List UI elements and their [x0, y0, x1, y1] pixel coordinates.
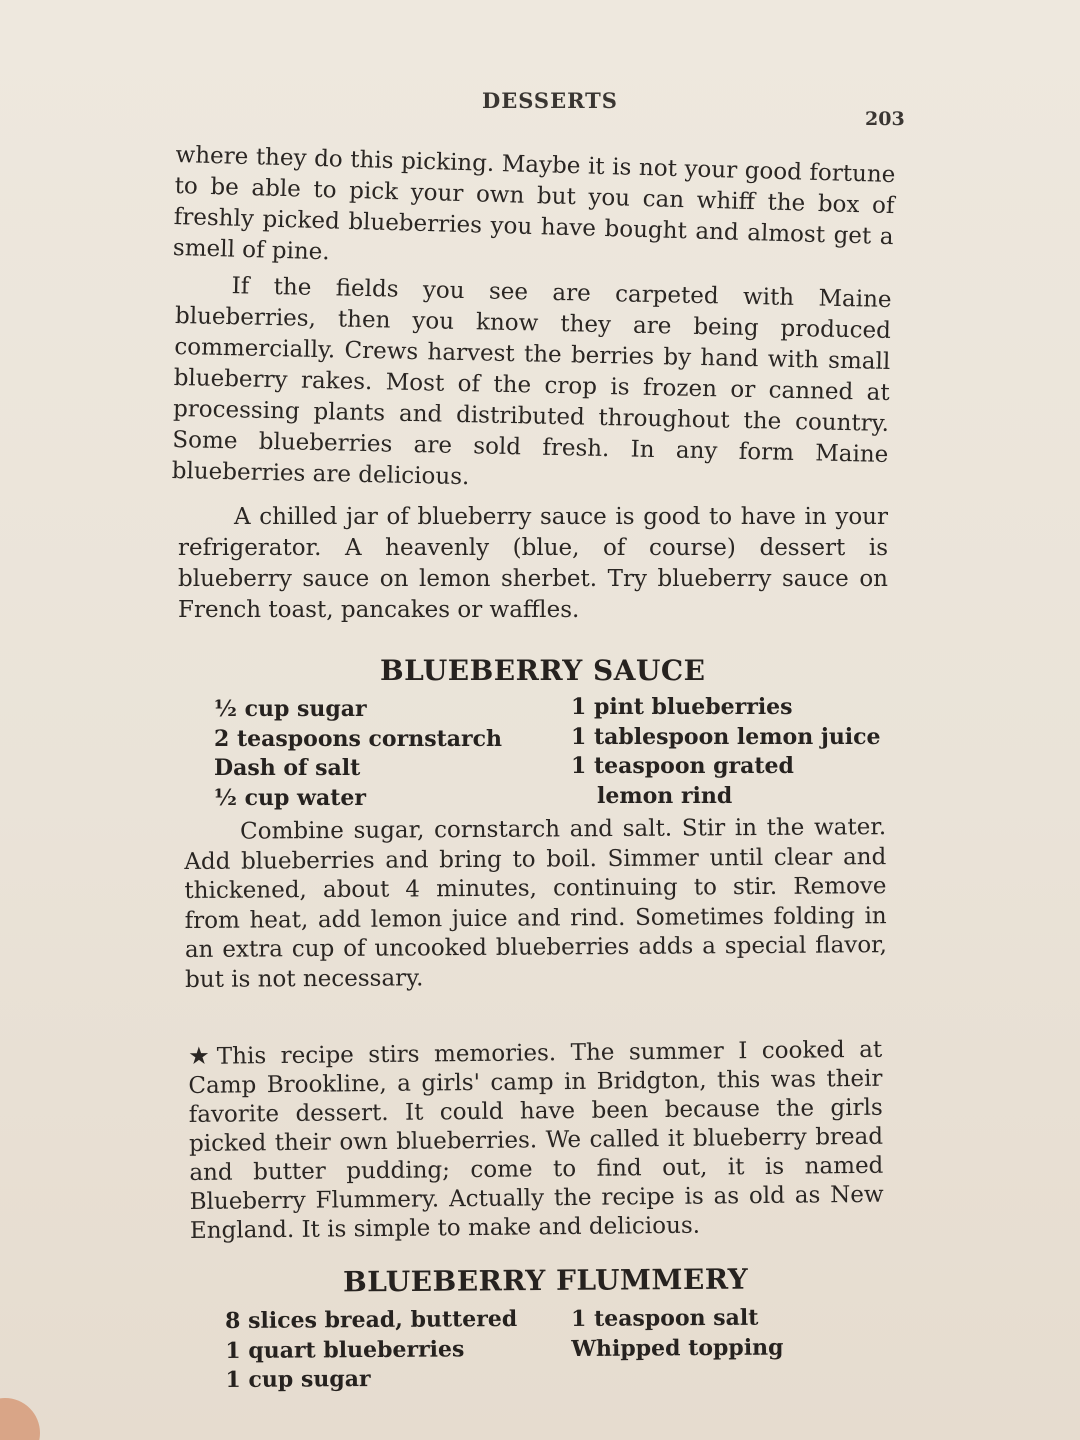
- star-icon: ★: [188, 1041, 217, 1070]
- paragraph-sauce-intro-text: A chilled jar of blueberry sauce is good to have in your refrigerator. A heavenly (blue, of course) dessert is blueberry sauce on lemon sherbet. Try blueberry sauce on French toast, pancakes or waffles.: [178, 504, 888, 623]
- ingredient-item: ½ cup sugar: [214, 696, 367, 722]
- directions-text: Combine sugar, cornstarch and salt. Stir in the water. Add blueberries and bring to boil. Simmer until clear and thickened, about 4 minutes, continuing to stir. Remove from heat, add lemon juice and rind. Sometimes folding in an extra cup of uncooked blueberries adds a special flavor, but is not necessary.: [184, 814, 887, 993]
- ingredient-item: 1 cup sugar: [225, 1365, 371, 1393]
- ingredient-list-right: [571, 1304, 784, 1364]
- ingredient-item: Whipped topping: [571, 1334, 784, 1362]
- ingredient-list-right: [571, 693, 881, 811]
- ingredient-item: 1 pint blueberries: [571, 694, 793, 720]
- running-head: DESSERTS: [482, 88, 618, 113]
- ingredient-item: Dash of salt: [214, 755, 361, 781]
- paragraph-sauce-intro: [178, 502, 888, 626]
- note-paragraph: [188, 1035, 884, 1246]
- recipe-title-blueberry-flummery: BLUEBERRY FLUMMERY: [342, 1262, 749, 1299]
- fingertip: [0, 1398, 40, 1440]
- directions-blueberry-sauce: [184, 813, 887, 995]
- ingredient-item: 1 tablespoon lemon juice: [571, 723, 881, 750]
- paragraph-commercial: [171, 270, 891, 502]
- note-text: This recipe stirs memories. The summer I cooked at Camp Brookline, a girls' camp in Bridgton, this was their favorite dessert. It could have been because the girls picked their own blueberries. We called it blueberry bread and butter pudding; come to find out, it is named Blueberry Flummery. Actually the recipe is as old as New England. It is simple to make and delicious.: [188, 1036, 884, 1244]
- ingredient-item: 1 teaspoon salt: [571, 1304, 759, 1332]
- ingredient-item: ½ cup water: [214, 784, 366, 811]
- ingredient-item: lemon rind: [597, 782, 733, 809]
- ingredient-item: 2 teaspoons cornstarch: [214, 725, 502, 752]
- ingredient-item: 1 teaspoon grated: [571, 753, 794, 779]
- paragraph-picking: where they do this picking. Maybe it is not your good fortune to be able to pick your own but you can whiff the box of freshly picked blueberries you have bought and almost get a smell of pine.: [172, 141, 896, 266]
- ingredient-list-left: [214, 695, 502, 813]
- paragraph-commercial-text: If the fields you see are carpeted with Maine blueberries, then you know they are being produced commercially. Crews harvest the berries by hand with small blueberry rakes. Most of the crop is frozen or canned at processing plants and distributed throughout the country. Some blueberries are sold fresh. In any form Maine blueberries are delicious.: [171, 273, 892, 491]
- ingredient-list-left: [225, 1305, 518, 1396]
- ingredient-item: 8 slices bread, buttered: [225, 1305, 518, 1334]
- recipe-title-blueberry-sauce: BLUEBERRY SAUCE: [380, 654, 706, 687]
- page-number: 203: [865, 108, 905, 130]
- ingredient-item: 1 quart blueberries: [225, 1335, 465, 1364]
